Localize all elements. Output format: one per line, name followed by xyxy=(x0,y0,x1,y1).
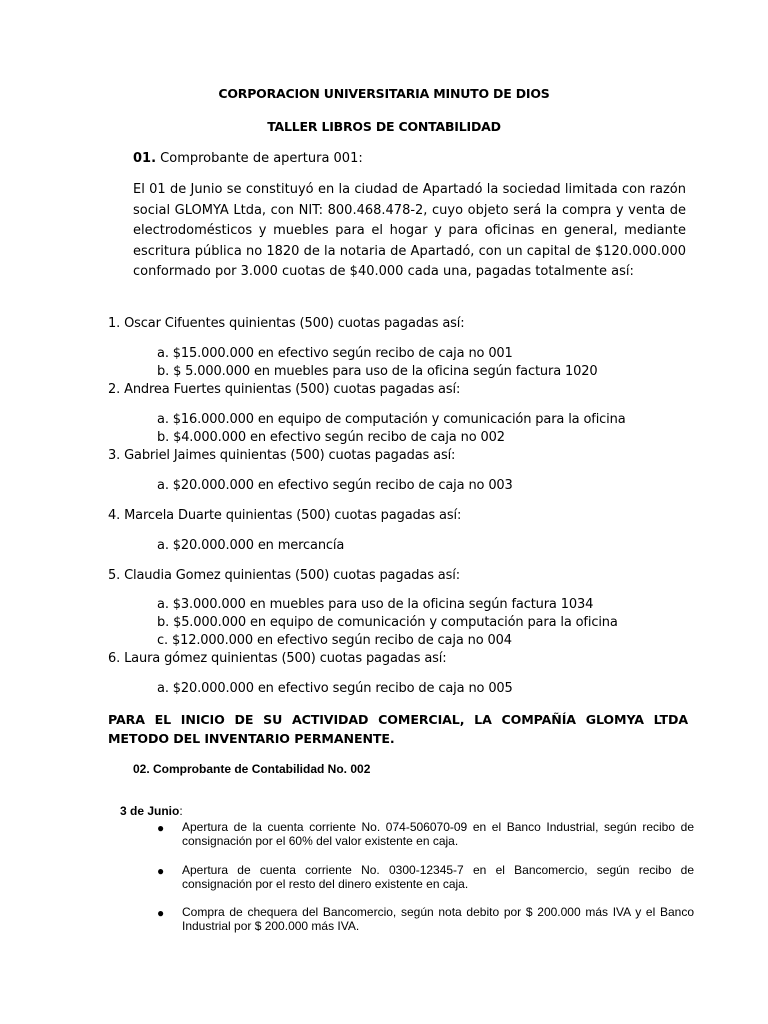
payment-item: a. $20.000.000 en mercancía xyxy=(157,538,345,553)
payment-item: a. $16.000.000 en equipo de computación y comunicación para la oficina xyxy=(157,412,626,427)
workshop-title: TALLER LIBROS DE CONTABILIDAD xyxy=(267,119,501,134)
date-suffix: : xyxy=(179,804,183,818)
date-label: 3 de Junio xyxy=(120,804,180,818)
bullet-icon: ● xyxy=(157,821,165,835)
section1-paragraph: El 01 de Junio se constituyó en la ciudad de Apartadó la sociedad limitada con razón social GLOMYA Ltda, con NIT: 800.468.478-2, cuyo objeto será la compra y venta de electrodomésticos y muebles para el hogar y para oficinas en general, mediante escritura pública no 1820 de la notaria de Apartadó, con un capital de $120.000.000 conformado por 3.000 cuotas de $40.000 cada una, pagadas totalmente así: xyxy=(133,182,686,279)
section1-heading xyxy=(133,151,363,166)
section1-title: Comprobante de apertura 001: xyxy=(160,151,363,166)
payment-item: b. $ 5.000.000 en muebles para uso de la oficina según factura 1020 xyxy=(157,364,598,379)
bullet-icon: ● xyxy=(157,906,165,920)
payment-item: a. $3.000.000 en muebles para uso de la oficina según factura 1034 xyxy=(157,597,594,612)
partner-line: 4. Marcela Duarte quinientas (500) cuotas pagadas así: xyxy=(108,508,462,523)
bullet-icon: ● xyxy=(157,864,165,878)
payment-item: b. $5.000.000 en equipo de comunicación y computación para la oficina xyxy=(157,615,618,630)
payment-item: a. $20.000.000 en efectivo según recibo de caja no 005 xyxy=(157,681,513,696)
payment-item: c. $12.000.000 en efectivo según recibo de caja no 004 xyxy=(157,633,512,648)
inventory-note: PARA EL INICIO DE SU ACTIVIDAD COMERCIAL, LA COMPAÑÍA GLOMYA LTDA METODO DEL INVENTARIO PERMANENTE. xyxy=(108,712,688,746)
bullet-text: Apertura de la cuenta corriente No. 074-506070-09 en el Banco Industrial, según recibo de consignación por el 60% del valor existente en caja. xyxy=(182,820,694,848)
partner-line: 6. Laura gómez quinientas (500) cuotas pagadas así: xyxy=(108,651,447,666)
section1-number: 01. xyxy=(133,151,157,166)
bullet-text: Compra de chequera del Bancomercio, según nota debito por $ 200.000 más IVA y el Banco Industrial por $ 200.000 más IVA. xyxy=(182,905,694,933)
partner-line: 5. Claudia Gomez quinientas (500) cuotas pagadas así: xyxy=(108,568,460,583)
payment-item: a. $20.000.000 en efectivo según recibo de caja no 003 xyxy=(157,478,513,493)
partner-line: 1. Oscar Cifuentes quinientas (500) cuotas pagadas así: xyxy=(108,316,465,331)
date-heading xyxy=(120,804,183,818)
bullet-text: Apertura de cuenta corriente No. 0300-12345-7 en el Bancomercio, según recibo de consignación por el resto del dinero existente en caja. xyxy=(182,863,694,891)
institution-title: CORPORACION UNIVERSITARIA MINUTO DE DIOS xyxy=(218,86,550,101)
partner-line: 3. Gabriel Jaimes quinientas (500) cuotas pagadas así: xyxy=(108,448,456,463)
payment-item: a. $15.000.000 en efectivo según recibo de caja no 001 xyxy=(157,346,513,361)
partner-line: 2. Andrea Fuertes quinientas (500) cuotas pagadas así: xyxy=(108,382,461,397)
section2-heading: 02. Comprobante de Contabilidad No. 002 xyxy=(133,762,371,776)
payment-item: b. $4.000.000 en efectivo según recibo de caja no 002 xyxy=(157,430,505,445)
